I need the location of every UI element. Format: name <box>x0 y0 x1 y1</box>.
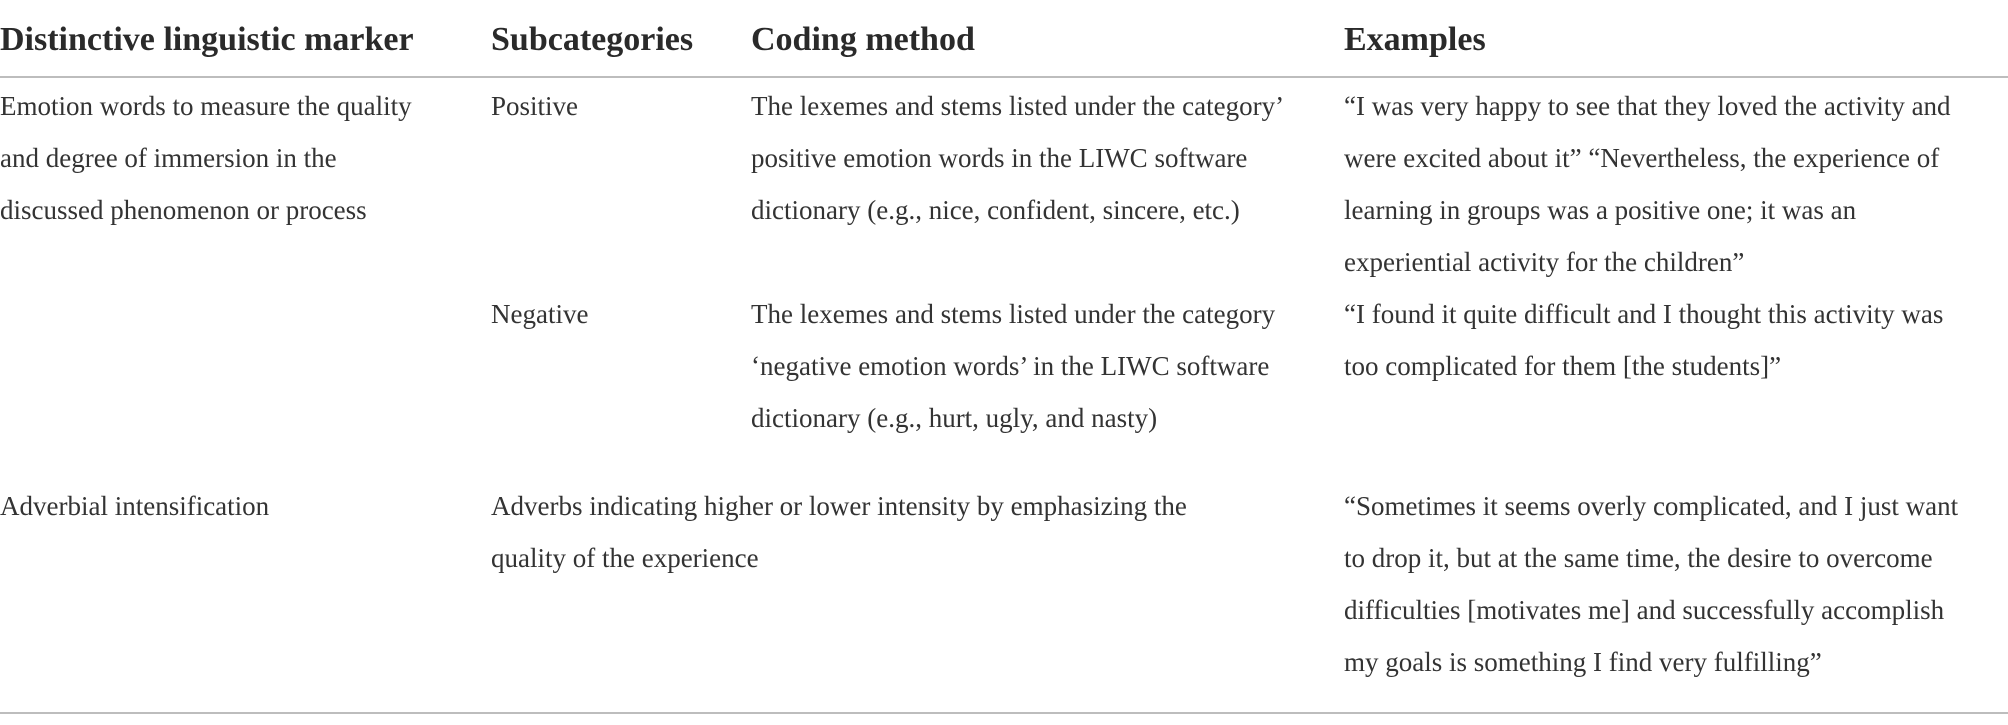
subcategory-label: Positive <box>491 91 579 121</box>
example-line: too complicated for them [the students]” <box>1344 351 1782 381</box>
cell-subcategory-positive <box>491 77 751 288</box>
marker-line: Emotion words to measure the quality <box>0 91 412 121</box>
example-line: my goals is something I find very fulfilling” <box>1344 647 1822 677</box>
header-examples: Examples <box>1344 0 2008 77</box>
coding-line: dictionary (e.g., nice, confident, sincere, etc.) <box>751 195 1240 225</box>
example-line: “I was very happy to see that they loved the activity and <box>1344 91 1951 121</box>
cell-example-positive <box>1344 77 2008 288</box>
example-line: to drop it, but at the same time, the desire to overcome <box>1344 543 1933 573</box>
marker-line: and degree of immersion in the <box>0 143 337 173</box>
coding-line: Adverbs indicating higher or lower intensity by emphasizing the <box>491 491 1187 521</box>
marker-line: discussed phenomenon or process <box>0 195 367 225</box>
example-line: difficulties [motivates me] and successfully accomplish <box>1344 595 1945 625</box>
subcategory-label: Negative <box>491 299 589 329</box>
coding-line: dictionary (e.g., hurt, ugly, and nasty) <box>751 403 1158 433</box>
cell-coding-negative <box>751 288 1344 444</box>
cell-marker-emotion-words <box>0 77 491 444</box>
example-line: learning in groups was a positive one; it was an <box>1344 195 1857 225</box>
example-line: were excited about it” “Nevertheless, the experience of <box>1344 143 1940 173</box>
coding-line: positive emotion words in the LIWC software <box>751 143 1248 173</box>
cell-marker-adverbial <box>0 444 491 713</box>
header-marker: Distinctive linguistic marker <box>0 0 491 77</box>
coding-line: ‘negative emotion words’ in the LIWC software <box>751 351 1270 381</box>
cell-example-negative <box>1344 288 2008 444</box>
coding-line: quality of the experience <box>491 543 759 573</box>
cell-coding-positive <box>751 77 1344 288</box>
coding-line: The lexemes and stems listed under the category <box>751 299 1276 329</box>
example-line: “I found it quite difficult and I thought this activity was <box>1344 299 1944 329</box>
table-row-adverbial <box>0 444 2008 713</box>
table-row-positive <box>0 77 2008 288</box>
header-row <box>0 0 2008 77</box>
cell-subcategory-negative <box>491 288 751 444</box>
cell-example-adverbial <box>1344 444 2008 713</box>
example-line: experiential activity for the children” <box>1344 247 1745 277</box>
cell-coding-adverbial <box>491 444 1344 713</box>
header-coding-method: Coding method <box>751 0 1344 77</box>
coding-line: The lexemes and stems listed under the category’ <box>751 91 1285 121</box>
header-subcategories: Subcategories <box>491 0 751 77</box>
marker-line: Adverbial intensification <box>0 491 270 521</box>
example-line: “Sometimes it seems overly complicated, and I just want <box>1344 491 1959 521</box>
